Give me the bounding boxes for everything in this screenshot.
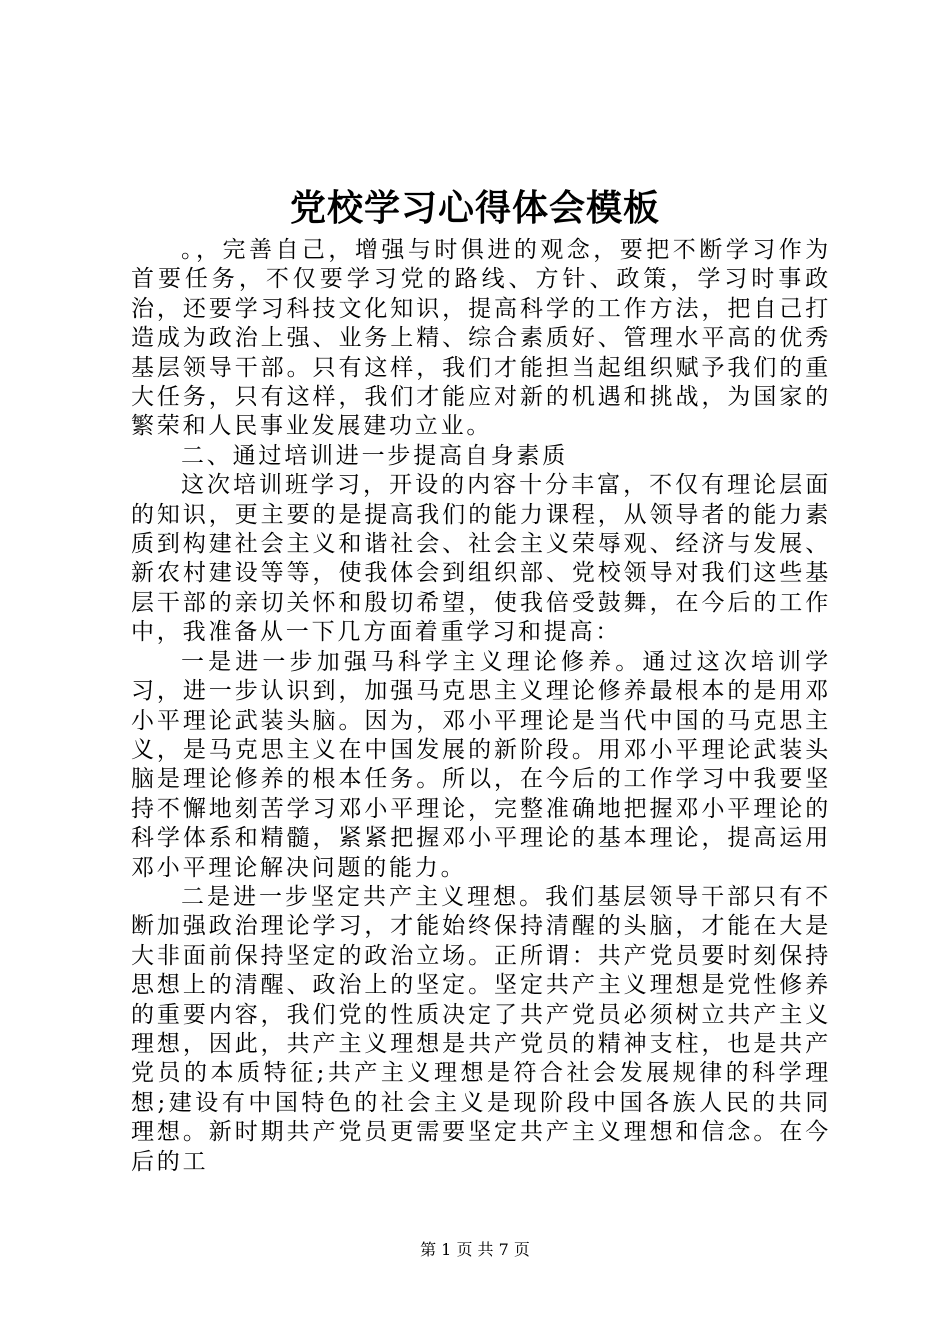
document-body xyxy=(131,236,831,1177)
paragraph-point-two: 二是进一步坚定共产主义理想。我们基层领导干部只有不断加强政治理论学习，才能始终保持清醒的头脑，才能在大是大非面前保持坚定的政治立场。正所谓：共产党员要时刻保持思想上的清醒、政治上的坚定。坚定共产主义理想是党性修养的重要内容，我们党的性质决定了共产党员必须树立共产主义理想，因此，共产主义理想是共产党员的精神支柱，也是共产党员的本质特征;共产主义理想是符合社会发展规律的科学理想;建设有中国特色的社会主义是现阶段中国各族人民的共同理想。新时期共产党员更需要坚定共产主义理想和信念。在今后的工 xyxy=(131,883,831,1175)
page-footer xyxy=(0,1240,950,1260)
document-title: 党校学习心得体会模板 xyxy=(289,187,660,229)
paragraph-training: 这次培训班学习，开设的内容十分丰富，不仅有理论层面的知识，更主要的是提高我们的能力课程，从领导者的能力素质到构建社会主义和谐社会、社会主义荣辱观、经济与发展、新农村建设等等，使我体会到组织部、党校领导对我们这些基层干部的亲切关怀和殷切希望，使我倍受鼓舞，在今后的工作中，我准备从一下几方面着重学习和提高： xyxy=(131,472,831,646)
paragraph-point-one: 一是进一步加强马科学主义理论修养。通过这次培训学习，进一步认识到，加强马克思主义理论修养最根本的是用邓小平理论武装头脑。因为，邓小平理论是当代中国的马克思主义，是马克思主义在中国发展的新阶段。用邓小平理论武装头脑是理论修养的根本任务。所以，在今后的工作学习中我要坚持不懈地刻苦学习邓小平理论，完整准确地把握邓小平理论的科学体系和精髓，紧紧把握邓小平理论的基本理论，提高运用邓小平理论解决问题的能力。 xyxy=(131,648,831,881)
paragraph-intro: 。，完善自己，增强与时俱进的观念，要把不断学习作为首要任务，不仅要学习党的路线、方针、政策，学习时事政治，还要学习科技文化知识，提高科学的工作方法，把自己打造成为政治上强、业务上精、综合素质好、管理水平高的优秀基层领导干部。只有这样，我们才能担当起组织赋予我们的重大任务，只有这样，我们才能应对新的机遇和挑战，为国家的繁荣和人民事业发展建功立业。 xyxy=(131,237,831,440)
page-number-label: 第 1 页 共 7 页 xyxy=(420,1240,530,1259)
section-heading: 二、通过培训进一步提高自身素质 xyxy=(181,442,568,469)
